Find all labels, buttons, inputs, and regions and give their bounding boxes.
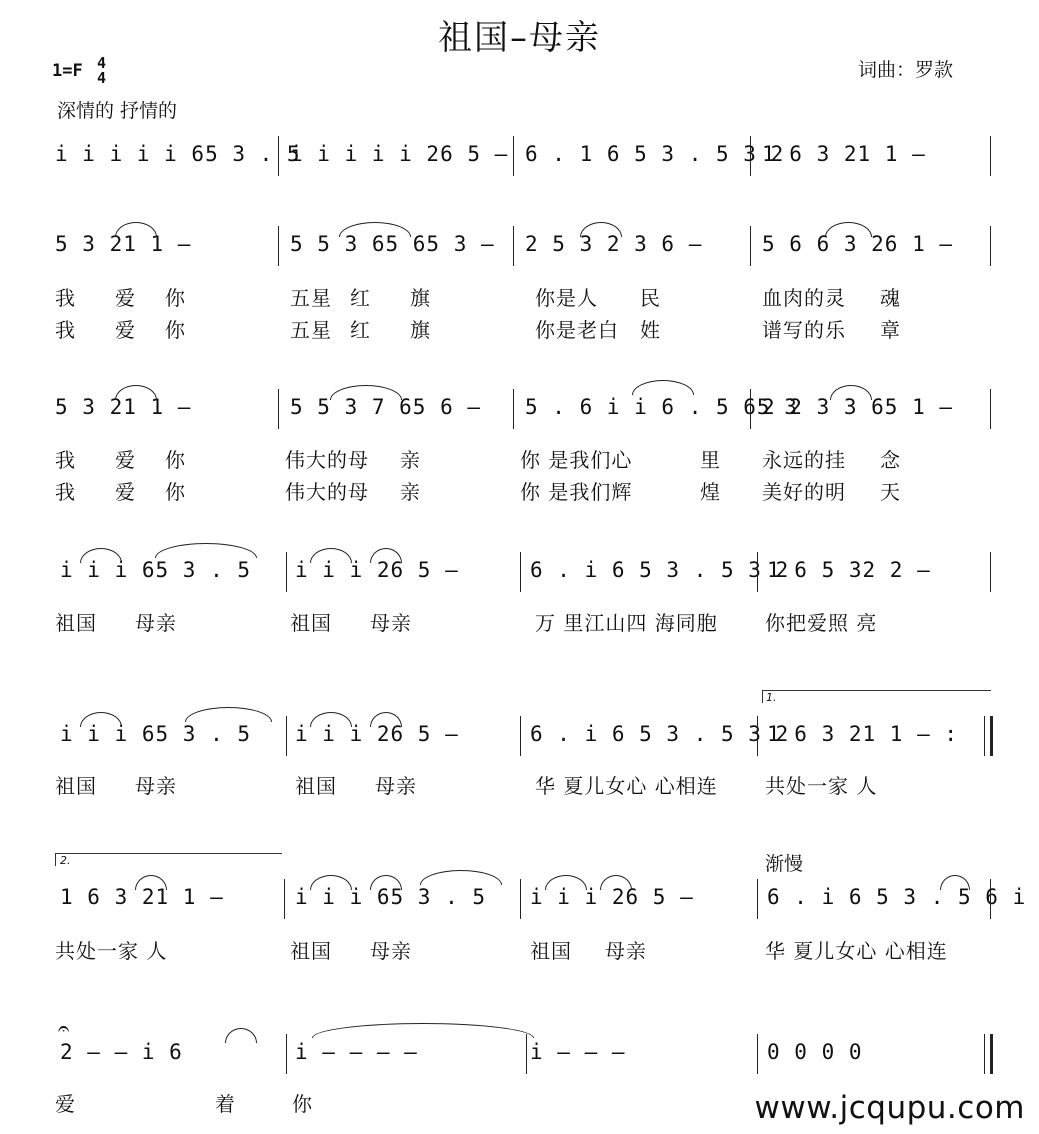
barline bbox=[278, 136, 279, 176]
measure: 5 3 21 1 – bbox=[55, 395, 192, 419]
measure: i – – – bbox=[530, 1040, 626, 1064]
lyric-syllable: 你 bbox=[165, 286, 186, 310]
lyric-syllable: 红 bbox=[350, 286, 371, 310]
barline bbox=[278, 226, 279, 266]
barline bbox=[757, 879, 758, 919]
barline bbox=[750, 389, 751, 429]
lyric-syllable: 爱 bbox=[115, 448, 136, 472]
barline bbox=[513, 389, 514, 429]
lyric-syllable: 母亲 bbox=[370, 939, 412, 963]
barline bbox=[990, 136, 991, 176]
lyric-syllable: 母亲 bbox=[605, 939, 647, 963]
measure: i i i 26 5 – bbox=[530, 885, 694, 909]
lyric-syllable: 母亲 bbox=[135, 774, 177, 798]
lyric-syllable: 母亲 bbox=[375, 774, 417, 798]
barline bbox=[757, 1034, 758, 1074]
barline bbox=[526, 1034, 527, 1074]
barline bbox=[284, 879, 285, 919]
barline bbox=[750, 136, 751, 176]
lyric-syllable: 五星 bbox=[290, 318, 332, 342]
lyric-syllable: 旗 bbox=[410, 286, 431, 310]
measure: 1 6 5 32 2 – bbox=[767, 558, 931, 582]
lyric-syllable: 永远的挂 bbox=[762, 448, 846, 472]
key-signature bbox=[52, 56, 106, 86]
key-label: 1=F bbox=[52, 61, 83, 81]
lyric-syllable: 旗 bbox=[410, 318, 431, 342]
lyric-syllable: 民 bbox=[640, 286, 661, 310]
barline-thin bbox=[984, 716, 985, 756]
measure: 2 – – i 6 bbox=[60, 1040, 183, 1064]
barline bbox=[990, 552, 991, 592]
measure: 5 5 3 65 65 3 – bbox=[290, 232, 495, 256]
time-bottom: 4 bbox=[96, 69, 106, 87]
volta-bracket-2 bbox=[55, 853, 282, 866]
song-title: 祖国–母亲 bbox=[438, 18, 601, 58]
measure: 5 6 6 3 26 1 – bbox=[762, 232, 954, 256]
barline bbox=[520, 879, 521, 919]
measure: i i i 26 5 – bbox=[295, 558, 459, 582]
lyric-syllable: 伟大的母 bbox=[285, 448, 369, 472]
lyric-syllable: 祖国 bbox=[55, 774, 97, 798]
slur-arc bbox=[420, 870, 502, 885]
measure: 6 . i 6 5 3 . 5 3 2 bbox=[530, 558, 790, 582]
lyric-syllable: 里 bbox=[700, 448, 721, 472]
barline bbox=[513, 136, 514, 176]
lyric-syllable: 祖国 bbox=[530, 939, 572, 963]
time-top: 4 bbox=[96, 54, 106, 72]
slur-arc bbox=[310, 875, 352, 890]
lyric-syllable: 祖国 bbox=[290, 611, 332, 635]
slur-arc bbox=[339, 222, 411, 237]
lyric-syllable: 血肉的灵 bbox=[762, 286, 846, 310]
slur-arc bbox=[330, 385, 402, 400]
slur-arc bbox=[545, 875, 587, 890]
measure: 1 6 3 21 1 – bbox=[60, 885, 224, 909]
measure: 1 6 3 21 1 – : bbox=[767, 722, 959, 746]
lyric-syllable: 我 bbox=[55, 480, 76, 504]
lyric-syllable: 伟大的母 bbox=[285, 480, 369, 504]
measure: 6 . i 6 5 3 . 5 6 i bbox=[767, 885, 1027, 909]
lyric-syllable: 你 是我们辉 bbox=[520, 480, 633, 504]
barline bbox=[286, 716, 287, 756]
barline bbox=[286, 1034, 287, 1074]
lyric-syllable: 你 bbox=[165, 480, 186, 504]
lyric-syllable: 爱 bbox=[55, 1092, 76, 1116]
slur-arc bbox=[370, 548, 402, 563]
repeat-barline bbox=[990, 716, 993, 756]
barline bbox=[757, 716, 758, 756]
lyric-syllable: 万 里江山四 海同胞 bbox=[535, 611, 718, 635]
slur-arc bbox=[940, 875, 970, 890]
credit: 词曲：罗款 bbox=[858, 59, 954, 81]
lyric-syllable: 你把爱照 亮 bbox=[765, 611, 878, 635]
slur-arc bbox=[185, 707, 272, 722]
lyric-syllable: 美好的明 bbox=[762, 480, 846, 504]
measure: 5 3 21 1 – bbox=[55, 232, 192, 256]
lyric-syllable: 你 bbox=[165, 448, 186, 472]
lyric-syllable: 华 夏儿女心 心相连 bbox=[535, 774, 718, 798]
lyric-syllable: 我 bbox=[55, 448, 76, 472]
measure: 2 2 3 3 65 1 – bbox=[762, 395, 954, 419]
measure: 0 0 0 0 bbox=[767, 1040, 863, 1064]
barline-thin bbox=[984, 1034, 985, 1074]
lyric-syllable: 姓 bbox=[640, 318, 661, 342]
lyric-syllable: 祖国 bbox=[55, 611, 97, 635]
lyric-syllable: 章 bbox=[880, 318, 901, 342]
lyric-syllable: 你是老白 bbox=[535, 318, 619, 342]
lyric-syllable: 天 bbox=[880, 480, 901, 504]
ritardando-marking: 渐慢 bbox=[765, 853, 804, 875]
lyric-syllable: 魂 bbox=[880, 286, 901, 310]
lyric-syllable: 你 是我们心 bbox=[520, 448, 633, 472]
lyric-syllable: 母亲 bbox=[135, 611, 177, 635]
lyric-syllable: 共处一家 人 bbox=[55, 939, 168, 963]
barline bbox=[520, 716, 521, 756]
lyric-syllable: 爱 bbox=[115, 318, 136, 342]
final-barline bbox=[990, 1034, 993, 1074]
measure: 2 5 3 2 3 6 – bbox=[525, 232, 703, 256]
volta-label-1: 1. bbox=[766, 691, 777, 704]
slur-arc bbox=[80, 548, 122, 563]
lyric-syllable: 爱 bbox=[115, 480, 136, 504]
slur-arc bbox=[155, 543, 257, 558]
slur-arc bbox=[370, 875, 402, 890]
slur-arc bbox=[80, 712, 122, 727]
lyric-syllable: 祖国 bbox=[295, 774, 337, 798]
measure: 6 . 1 6 5 3 . 5 3 2 bbox=[525, 142, 785, 166]
slur-arc bbox=[225, 1028, 257, 1043]
barline bbox=[750, 226, 751, 266]
measure: i i i i i 65 3 . 5 bbox=[55, 142, 301, 166]
slur-arc bbox=[825, 222, 872, 237]
barline bbox=[990, 879, 991, 919]
fermata-icon: 𝄐 bbox=[58, 1016, 70, 1040]
measure: i i i i i 26 5 – bbox=[290, 142, 509, 166]
lyric-syllable: 念 bbox=[880, 448, 901, 472]
slur-arc bbox=[370, 712, 402, 727]
measure: i i i 65 3 . 5 bbox=[295, 885, 487, 909]
lyric-syllable: 煌 bbox=[700, 480, 721, 504]
lyric-syllable: 你 bbox=[292, 1092, 313, 1116]
barline bbox=[278, 389, 279, 429]
measure: 5 5 3 7 65 6 – bbox=[290, 395, 482, 419]
measure: i i i 65 3 . 5 bbox=[60, 558, 252, 582]
slur-arc bbox=[135, 875, 167, 890]
volta-bracket-1 bbox=[762, 690, 991, 703]
barline bbox=[513, 226, 514, 266]
lyric-syllable: 你是人 bbox=[535, 286, 598, 310]
slur-arc bbox=[580, 222, 622, 237]
lyric-syllable: 我 bbox=[55, 318, 76, 342]
measure: i – – – – bbox=[295, 1040, 418, 1064]
lyric-syllable: 母亲 bbox=[370, 611, 412, 635]
measure: i i i 65 3 . 5 bbox=[60, 722, 252, 746]
lyric-syllable: 祖国 bbox=[290, 939, 332, 963]
barline bbox=[990, 226, 991, 266]
barline bbox=[757, 552, 758, 592]
measure: i i i 26 5 – bbox=[295, 722, 459, 746]
watermark: www.jcqupu.com bbox=[754, 1090, 1025, 1126]
volta-label-2: 2. bbox=[60, 854, 71, 867]
slur-arc bbox=[310, 712, 352, 727]
tempo-marking: 深情的 抒情的 bbox=[57, 100, 178, 122]
barline bbox=[990, 389, 991, 429]
slur-arc bbox=[310, 548, 352, 563]
lyric-syllable: 亲 bbox=[400, 480, 421, 504]
lyric-syllable: 红 bbox=[350, 318, 371, 342]
slur-arc bbox=[115, 222, 157, 237]
time-signature bbox=[97, 56, 106, 86]
lyric-syllable: 亲 bbox=[400, 448, 421, 472]
lyric-syllable: 爱 bbox=[115, 286, 136, 310]
slur-arc bbox=[600, 875, 632, 890]
lyric-syllable: 着 bbox=[215, 1092, 236, 1116]
slur-arc bbox=[830, 385, 872, 400]
lyric-syllable: 谱写的乐 bbox=[762, 318, 846, 342]
slur-arc bbox=[312, 1023, 534, 1038]
measure: 1 6 3 21 1 – bbox=[762, 142, 926, 166]
lyric-syllable: 我 bbox=[55, 286, 76, 310]
lyric-syllable: 你 bbox=[165, 318, 186, 342]
slur-arc bbox=[632, 380, 694, 395]
barline bbox=[286, 552, 287, 592]
slur-arc bbox=[115, 385, 157, 400]
lyric-syllable: 共处一家 人 bbox=[765, 774, 878, 798]
lyric-syllable: 华 夏儿女心 心相连 bbox=[765, 939, 948, 963]
barline bbox=[520, 552, 521, 592]
measure: 5 . 6 i i 6 . 5 65 3 bbox=[525, 395, 798, 419]
measure: 6 . i 6 5 3 . 5 3 2 bbox=[530, 722, 790, 746]
lyric-syllable: 五星 bbox=[290, 286, 332, 310]
